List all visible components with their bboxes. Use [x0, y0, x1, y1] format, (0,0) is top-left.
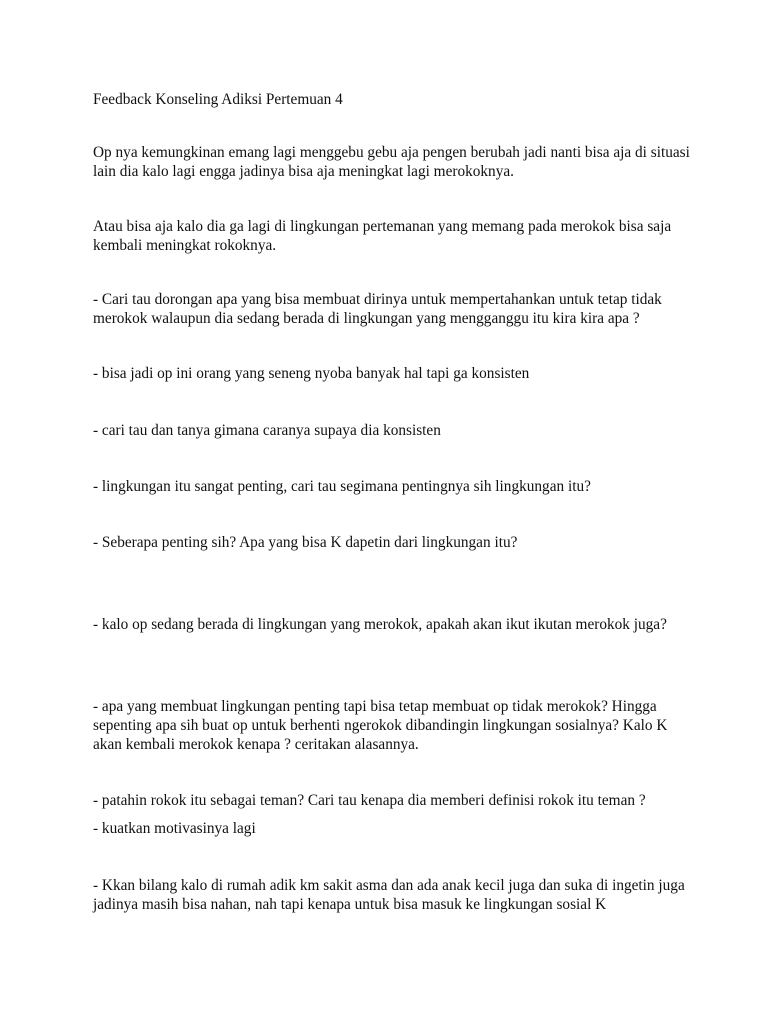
paragraph-4: - bisa jadi op ini orang yang seneng nyoba banyak hal tapi ga konsisten [93, 365, 530, 382]
paragraph-10: - patahin rokok itu sebagai teman? Cari tau kenapa dia memberi definisi rokok itu teman ? [93, 792, 646, 809]
paragraph-9: - apa yang membuat lingkungan penting tapi bisa tetap membuat op tidak merokok? Hingga sepenting apa sih buat op untuk berhenti ngerokok dibandingin lingkungan sosialnya? Kalo K akan kembali merokok kenapa ? ceritakan alasannya. [93, 698, 668, 753]
paragraph-5: - cari tau dan tanya gimana caranya supaya dia konsisten [93, 422, 441, 439]
paragraph-11: - kuatkan motivasinya lagi [93, 820, 256, 837]
paragraph-1: Op nya kemungkinan emang lagi menggebu gebu aja pengen berubah jadi nanti bisa aja di situasi lain dia kalo lagi engga jadinya bisa aja meningkat lagi merokoknya. [93, 144, 690, 180]
document-title: Feedback Konseling Adiksi Pertemuan 4 [93, 91, 343, 108]
paragraph-3: - Cari tau dorongan apa yang bisa membuat dirinya untuk mempertahankan untuk tetap tidak merokok walaupun dia sedang berada di lingkungan yang mengganggu itu kira kira apa ? [93, 291, 662, 327]
paragraph-6: - lingkungan itu sangat penting, cari tau segimana pentingnya sih lingkungan itu? [93, 478, 591, 495]
paragraph-12: - Kkan bilang kalo di rumah adik km sakit asma dan ada anak kecil juga dan suka di ingetin juga jadinya masih bisa nahan, nah tapi kenapa untuk bisa masuk ke lingkungan sosial K [93, 877, 685, 913]
paragraph-2: Atau bisa aja kalo dia ga lagi di lingkungan pertemanan yang memang pada merokok bisa saja kembali meningkat rokoknya. [93, 218, 672, 254]
paragraph-7: - Seberapa penting sih? Apa yang bisa K dapetin dari lingkungan itu? [93, 534, 518, 551]
paragraph-8: - kalo op sedang berada di lingkungan yang merokok, apakah akan ikut ikutan merokok juga? [93, 616, 667, 633]
